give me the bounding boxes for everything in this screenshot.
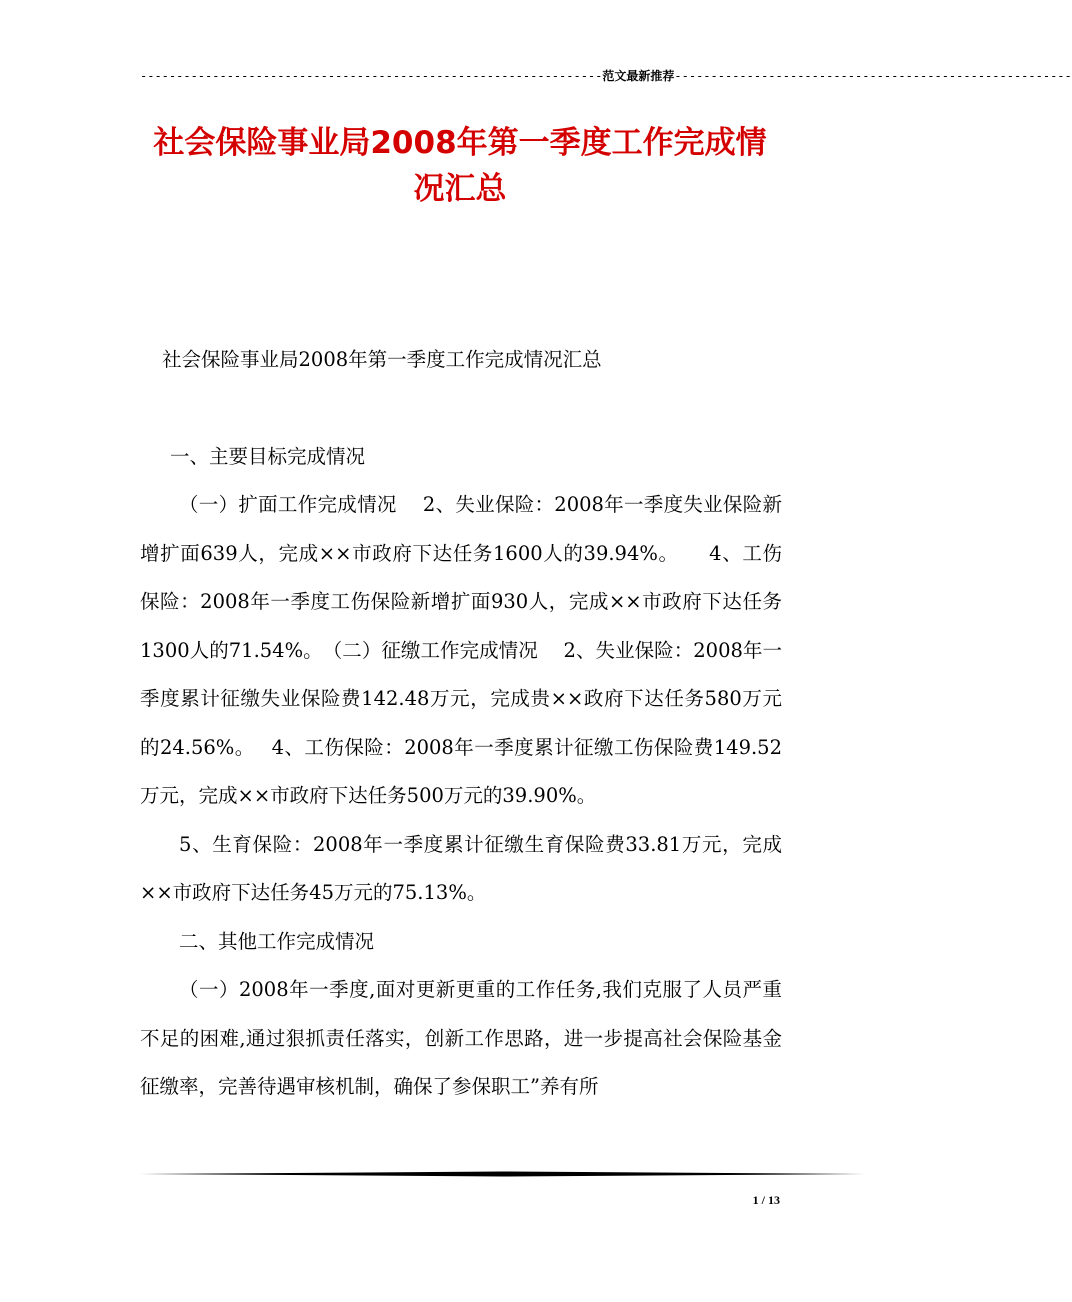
paragraph-1: （一）扩面工作完成情况 2、失业保险：2008年一季度失业保险新增扩面639人，完成××市政府下达任务1600人的39.94%。 4、工伤保险：2008年一季度工伤保险新增扩面930人，完成××市政府下达任务1300人的71.54%。 （二）征缴工作完成情况 2、失业保险：2008年一季度累计征缴失业保险费142.48万元，完成贵××政府下达任务580万元的24.56%。 4、工伤保险：2008年一季度累计征缴工伤保险费149.52万元，完成××市政府下达任务500万元的39.90%。	[140, 493, 782, 807]
header-right-dashes: -------------------------------------------------------	[674, 69, 1072, 83]
section-heading-2: 二、其他工作完成情况	[179, 929, 375, 953]
paragraph-3: （一）2008年一季度,面对更新更重的工作任务,我们克服了人员严重不足的困难,通过狠抓责任落实，创新工作思路，进一步提高社会保险基金征缴率，完善待遇审核机制，确保了参保职工”养有所	[140, 978, 782, 1098]
page-number: 1 / 13	[752, 1193, 780, 1207]
section-heading-1: 一、主要目标完成情况	[170, 444, 366, 468]
footer-rule	[140, 1170, 864, 1178]
document-title: 社会保险事业局2008年第一季度工作完成情况汇总	[153, 125, 767, 207]
paragraph-spacer	[140, 385, 782, 433]
paragraph-2: 5、生育保险：2008年一季度累计征缴生育保险费33.81万元，完成××市政府下达任务45万元的75.13%。	[140, 832, 782, 904]
document-body	[140, 336, 782, 1112]
body-subtitle: 社会保险事业局2008年第一季度工作完成情况汇总	[162, 348, 602, 371]
page-header	[140, 68, 1072, 84]
header-left-dashes: ----------------------------------------------------------------	[140, 69, 603, 83]
header-label: 范文最新推荐	[602, 69, 675, 83]
